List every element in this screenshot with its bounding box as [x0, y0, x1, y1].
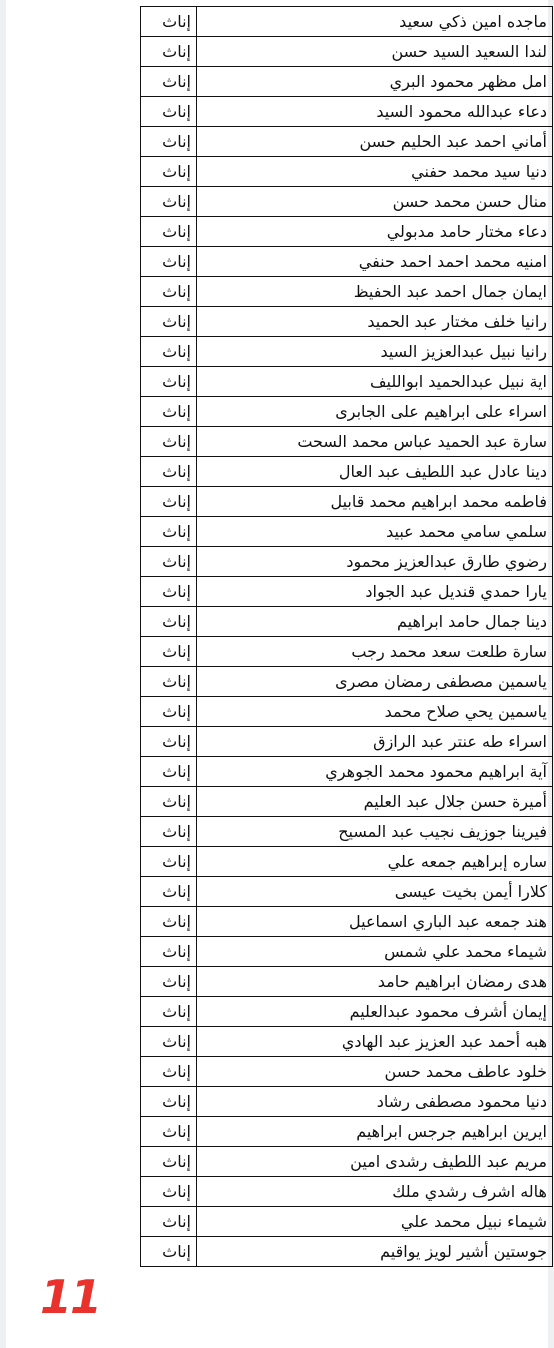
table-row — [141, 847, 553, 877]
table-row — [141, 517, 553, 547]
gender-cell: إناث — [141, 487, 197, 517]
page-number: 11 — [40, 1270, 101, 1324]
name-cell: ساره إبراهيم جمعه علي — [197, 847, 553, 877]
name-cell: لندا السعيد السيد حسن — [197, 37, 553, 67]
name-cell: دنيا سيد محمد حفني — [197, 157, 553, 187]
name-cell: اسراء طه عنتر عبد الرازق — [197, 727, 553, 757]
table-row — [141, 937, 553, 967]
name-cell: امل مظهر محمود البري — [197, 67, 553, 97]
gender-cell: إناث — [141, 1117, 197, 1147]
name-cell: دينا جمال حامد ابراهيم — [197, 607, 553, 637]
gender-cell: إناث — [141, 727, 197, 757]
names-table-body — [141, 7, 553, 1267]
table-row — [141, 997, 553, 1027]
name-cell: سارة عبد الحميد عباس محمد السحت — [197, 427, 553, 457]
name-cell: دنيا محمود مصطفى رشاد — [197, 1087, 553, 1117]
table-row — [141, 487, 553, 517]
name-cell: فيرينا جوزيف نجيب عبد المسيح — [197, 817, 553, 847]
table-row — [141, 817, 553, 847]
gender-cell: إناث — [141, 37, 197, 67]
name-cell: يارا حمدي قنديل عبد الجواد — [197, 577, 553, 607]
gender-cell: إناث — [141, 607, 197, 637]
name-cell: ايرين ابراهيم جرجس ابراهيم — [197, 1117, 553, 1147]
table-row — [141, 217, 553, 247]
table-row — [141, 1207, 553, 1237]
name-cell: كلارا أيمن بخيت عيسى — [197, 877, 553, 907]
gender-cell: إناث — [141, 937, 197, 967]
table-row — [141, 337, 553, 367]
name-cell: امنيه محمد احمد احمد حنفي — [197, 247, 553, 277]
name-cell: شيماء نبيل محمد علي — [197, 1207, 553, 1237]
table-row — [141, 7, 553, 37]
table-row — [141, 607, 553, 637]
name-cell: شيماء محمد علي شمس — [197, 937, 553, 967]
name-cell: دعاء مختار حامد مدبولي — [197, 217, 553, 247]
table-row — [141, 1087, 553, 1117]
gender-cell: إناث — [141, 577, 197, 607]
table-row — [141, 427, 553, 457]
gender-cell: إناث — [141, 517, 197, 547]
name-cell: دعاء عبدالله محمود السيد — [197, 97, 553, 127]
gender-cell: إناث — [141, 457, 197, 487]
gender-cell: إناث — [141, 787, 197, 817]
gender-cell: إناث — [141, 367, 197, 397]
table-row — [141, 877, 553, 907]
table-row — [141, 697, 553, 727]
table-row — [141, 1027, 553, 1057]
table-row — [141, 187, 553, 217]
name-cell: رضوي طارق عبدالعزيز محمود — [197, 547, 553, 577]
name-cell: اسراء على ابراهيم على الجابرى — [197, 397, 553, 427]
table-row — [141, 667, 553, 697]
gender-cell: إناث — [141, 667, 197, 697]
table-row — [141, 397, 553, 427]
name-cell: هبه أحمد عبد العزيز عبد الهادي — [197, 1027, 553, 1057]
table-row — [141, 637, 553, 667]
gender-cell: إناث — [141, 1057, 197, 1087]
table-row — [141, 457, 553, 487]
gender-cell: إناث — [141, 547, 197, 577]
table-row — [141, 307, 553, 337]
gender-cell: إناث — [141, 247, 197, 277]
gender-cell: إناث — [141, 127, 197, 157]
gender-cell: إناث — [141, 757, 197, 787]
gender-cell: إناث — [141, 397, 197, 427]
table-row — [141, 967, 553, 997]
name-cell: أميرة حسن جلال عبد العليم — [197, 787, 553, 817]
gender-cell: إناث — [141, 847, 197, 877]
name-cell: منال حسن محمد حسن — [197, 187, 553, 217]
gender-cell: إناث — [141, 997, 197, 1027]
table-row — [141, 907, 553, 937]
table-row — [141, 247, 553, 277]
name-cell: ماجده امين ذكي سعيد — [197, 7, 553, 37]
gender-cell: إناث — [141, 7, 197, 37]
name-cell: رانيا خلف مختار عبد الحميد — [197, 307, 553, 337]
name-cell: رانيا نبيل عبدالعزيز السيد — [197, 337, 553, 367]
gender-cell: إناث — [141, 97, 197, 127]
name-cell: مريم عبد اللطيف رشدى امين — [197, 1147, 553, 1177]
gender-cell: إناث — [141, 637, 197, 667]
gender-cell: إناث — [141, 1237, 197, 1267]
name-cell: خلود عاطف محمد حسن — [197, 1057, 553, 1087]
name-cell: آية ابراهيم محمود محمد الجوهري — [197, 757, 553, 787]
table-row — [141, 37, 553, 67]
name-cell: هدى رمضان ابراهيم حامد — [197, 967, 553, 997]
name-cell: جوستين أشير لويز يواقيم — [197, 1237, 553, 1267]
gender-cell: إناث — [141, 877, 197, 907]
gender-cell: إناث — [141, 1147, 197, 1177]
table-row — [141, 157, 553, 187]
gender-cell: إناث — [141, 1087, 197, 1117]
table-row — [141, 1177, 553, 1207]
table-row — [141, 127, 553, 157]
name-cell: دينا عادل عبد اللطيف عبد العال — [197, 457, 553, 487]
table-row — [141, 367, 553, 397]
gender-cell: إناث — [141, 907, 197, 937]
table-row — [141, 577, 553, 607]
gender-cell: إناث — [141, 337, 197, 367]
table-row — [141, 787, 553, 817]
name-cell: فاطمه محمد ابراهيم محمد قابيل — [197, 487, 553, 517]
names-table — [140, 6, 553, 1267]
gender-cell: إناث — [141, 967, 197, 997]
table-row — [141, 97, 553, 127]
gender-cell: إناث — [141, 817, 197, 847]
table-row — [141, 727, 553, 757]
gender-cell: إناث — [141, 1177, 197, 1207]
name-cell: سلمي سامي محمد عبيد — [197, 517, 553, 547]
gender-cell: إناث — [141, 157, 197, 187]
table-row — [141, 277, 553, 307]
gender-cell: إناث — [141, 1207, 197, 1237]
table-row — [141, 757, 553, 787]
gender-cell: إناث — [141, 1027, 197, 1057]
gender-cell: إناث — [141, 67, 197, 97]
gender-cell: إناث — [141, 187, 197, 217]
gender-cell: إناث — [141, 697, 197, 727]
gender-cell: إناث — [141, 277, 197, 307]
name-cell: هاله اشرف رشدي ملك — [197, 1177, 553, 1207]
name-cell: ايمان جمال احمد عبد الحفيظ — [197, 277, 553, 307]
table-row — [141, 547, 553, 577]
table-row — [141, 1057, 553, 1087]
name-cell: أماني احمد عبد الحليم حسن — [197, 127, 553, 157]
name-cell: إيمان أشرف محمود عبدالعليم — [197, 997, 553, 1027]
table-row — [141, 67, 553, 97]
name-cell: ياسمين يحي صلاح محمد — [197, 697, 553, 727]
name-cell: ياسمين مصطفى رمضان مصرى — [197, 667, 553, 697]
name-cell: اية نبيل عبدالحميد ابوالليف — [197, 367, 553, 397]
gender-cell: إناث — [141, 427, 197, 457]
gender-cell: إناث — [141, 217, 197, 247]
table-row — [141, 1117, 553, 1147]
table-row — [141, 1147, 553, 1177]
name-cell: سارة طلعت سعد محمد رجب — [197, 637, 553, 667]
name-cell: هند جمعه عبد الباري اسماعيل — [197, 907, 553, 937]
table-row — [141, 1237, 553, 1267]
gender-cell: إناث — [141, 307, 197, 337]
